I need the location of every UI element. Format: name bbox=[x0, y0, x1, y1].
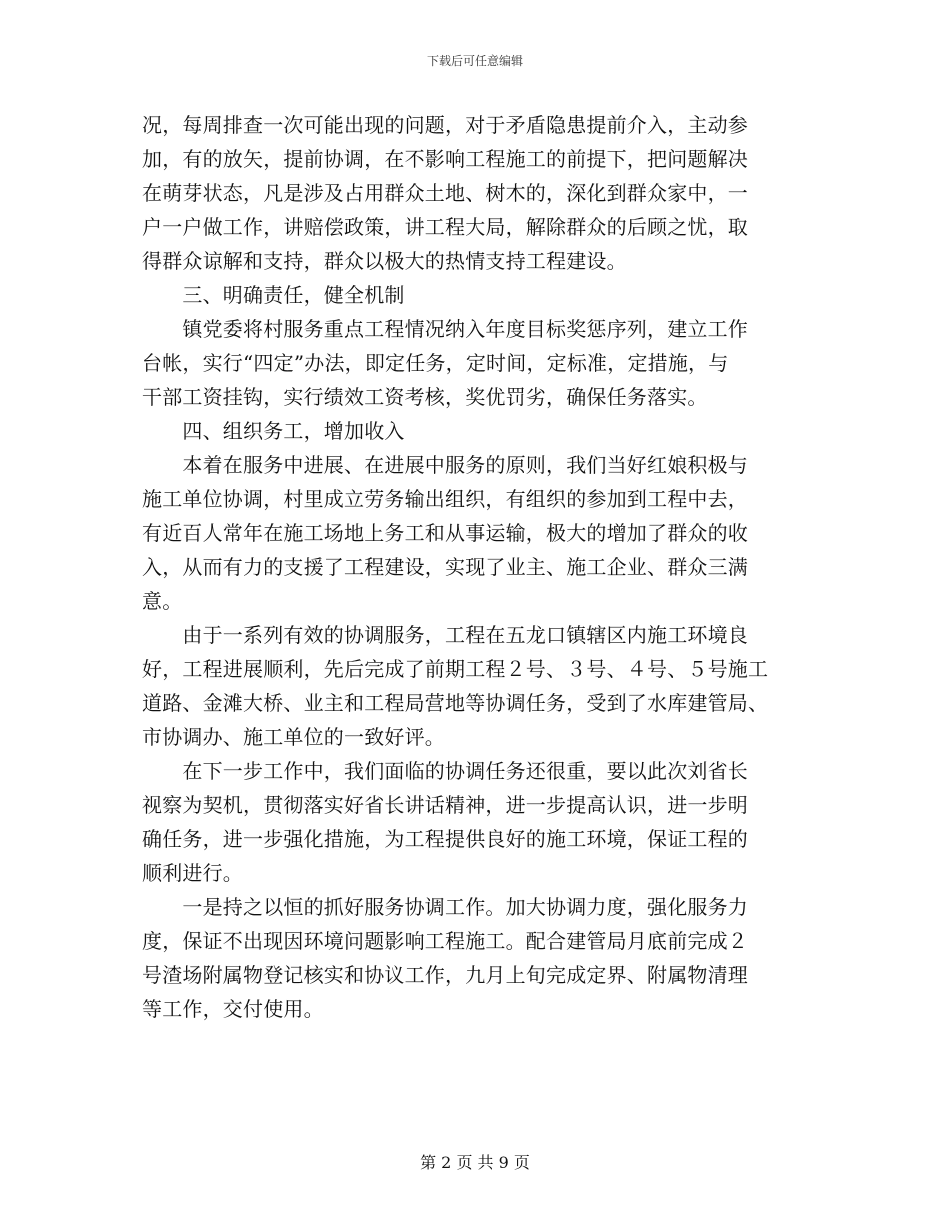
text-line: 干部工资挂钩，实行绩效工资考核，奖优罚劣，确保任务落实。 bbox=[142, 385, 708, 409]
text-line: 在萌芽状态，凡是涉及占用群众土地、树木的，深化到群众家中，一 bbox=[142, 181, 748, 205]
page-number: 第 2 页 共 9 页 bbox=[420, 1153, 530, 1172]
text-line: 等工作，交付使用。 bbox=[142, 997, 324, 1021]
text-line: 道路、金滩大桥、业主和工程局营地等协调任务，受到了水库建管局、 bbox=[142, 691, 769, 715]
section-heading: 四、组织务工，增加收入 bbox=[142, 419, 405, 443]
text-line: 加，有的放矢，提前协调，在不影响工程施工的前提下，把问题解决 bbox=[142, 147, 748, 171]
text-line: 入，从而有力的支援了工程建设，实现了业主、施工企业、群众三满 bbox=[142, 555, 748, 579]
text-line: 市协调办、施工单位的一致好评。 bbox=[142, 725, 445, 749]
text-line: 视察为契机，贯彻落实好省长讲话精神，进一步提高认识，进一步明 bbox=[142, 793, 748, 817]
text-line: 好，工程进展顺利，先后完成了前期工程２号、３号、４号、５号施工 bbox=[142, 657, 769, 681]
text-line: 意。 bbox=[142, 589, 183, 613]
section-heading: 三、明确责任，健全机制 bbox=[142, 283, 405, 307]
document-body bbox=[142, 108, 814, 1026]
text-line: 有近百人常年在施工场地上务工和从事运输，极大的增加了群众的收 bbox=[142, 521, 748, 545]
text-line: 由于一系列有效的协调服务，工程在五龙口镇辖区内施工环境良 bbox=[142, 623, 748, 647]
text-line: 镇党委将村服务重点工程情况纳入年度目标奖惩序列，建立工作 bbox=[142, 317, 748, 341]
text-line: 施工单位协调，村里成立劳务输出组织，有组织的参加到工程中去， bbox=[142, 487, 748, 511]
text-line: 度，保证不出现因环境问题影响工程施工。配合建管局月底前完成２ bbox=[142, 929, 748, 953]
text-line: 得群众谅解和支持，群众以极大的热情支持工程建设。 bbox=[142, 249, 627, 273]
text-line: 户一户做工作，讲赔偿政策，讲工程大局，解除群众的后顾之忧，取 bbox=[142, 215, 748, 239]
text-line: 在下一步工作中，我们面临的协调任务还很重，要以此次刘省长 bbox=[142, 759, 748, 783]
text-line: 确任务，进一步强化措施，为工程提供良好的施工环境，保证工程的 bbox=[142, 827, 748, 851]
text-line: 号渣场附属物登记核实和协议工作，九月上旬完成定界、附属物清理 bbox=[142, 963, 748, 987]
text-line: 顺利进行。 bbox=[142, 861, 243, 885]
text-line: 台帐，实行“四定”办法，即定任务，定时间，定标准，定措施，与 bbox=[142, 351, 729, 375]
page-header-note: 下载后可任意编辑 bbox=[426, 54, 523, 68]
text-line: 况，每周排查一次可能出现的问题，对于矛盾隐患提前介入，主动参 bbox=[142, 113, 748, 137]
text-line: 一是持之以恒的抓好服务协调工作。加大协调力度，强化服务力 bbox=[142, 895, 748, 919]
text-line: 本着在服务中进展、在进展中服务的原则，我们当好红娘积极与 bbox=[142, 453, 748, 477]
